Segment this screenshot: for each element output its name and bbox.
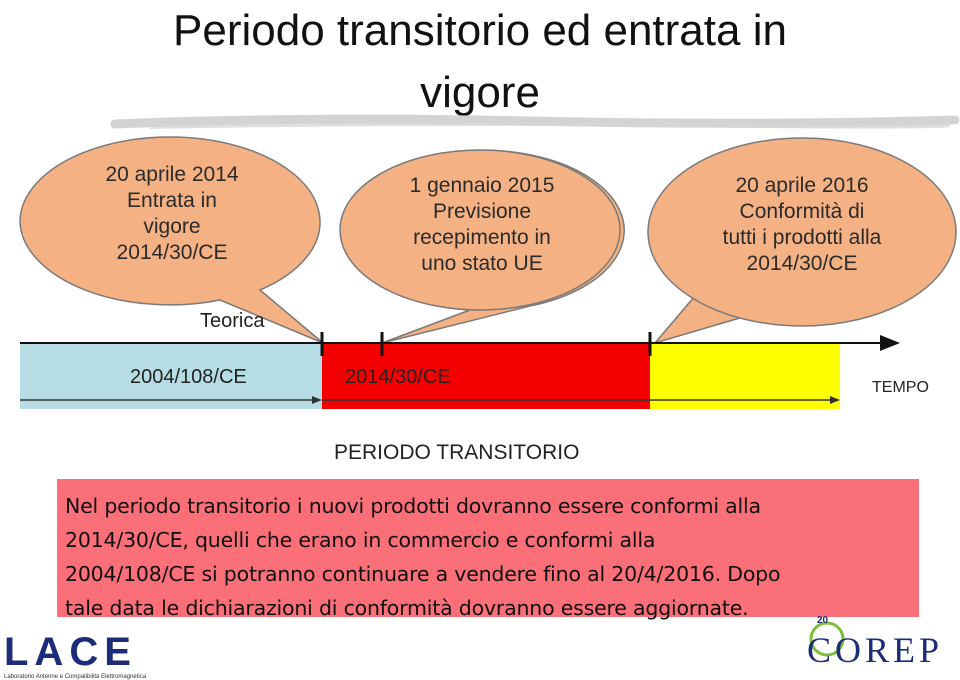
callout-3-line: 20 aprile 2016 bbox=[735, 174, 869, 197]
callout-2-line: Previsione bbox=[432, 200, 532, 223]
info-line: 2004/108/CE si potranno continuare a vendere fino al 20/4/2016. Dopo bbox=[65, 562, 781, 586]
lace-logo bbox=[4, 632, 146, 680]
info-box bbox=[57, 479, 919, 620]
validity-arrowhead-new bbox=[830, 396, 840, 404]
callout-3-line: Conformità di bbox=[739, 200, 865, 223]
axis-label: TEMPO bbox=[872, 379, 929, 396]
lace-logo-subtitle: Laboratorio Antenne e Compatibilità Elettromagnetica bbox=[4, 674, 147, 680]
info-line: Nel periodo transitorio i nuovi prodotti dovranno essere conformi alla bbox=[65, 494, 761, 518]
callout-2-line: 1 gennaio 2015 bbox=[409, 174, 555, 197]
callout-1-line: Entrata in bbox=[127, 189, 217, 212]
lace-logo-word: LACE bbox=[4, 630, 137, 674]
validity-arrowhead-old bbox=[312, 396, 322, 404]
callout-1-text bbox=[62, 162, 282, 266]
callout-3-line: tutti i prodotti alla bbox=[722, 226, 882, 249]
callout-2-line: recepimento in bbox=[413, 226, 551, 249]
callout-1-line: 20 aprile 2014 bbox=[105, 163, 239, 186]
callout-3-text bbox=[682, 173, 922, 277]
callout-1-line: 2014/30/CE bbox=[116, 241, 228, 264]
corep-badge-number: 20 bbox=[817, 615, 829, 626]
transition-period-label: PERIODO TRANSITORIO bbox=[334, 441, 580, 464]
info-line: 2014/30/CE, quelli che erano in commercio e conformi alla bbox=[65, 528, 656, 552]
callout-1-line: vigore bbox=[143, 215, 201, 238]
info-line: tale data le dichiarazioni di conformità dovranno essere aggiornate. bbox=[65, 596, 749, 620]
corep-logo-word: COREP bbox=[807, 630, 944, 670]
callout-3-line: 2014/30/CE bbox=[746, 252, 858, 275]
new-directive-label: 2014/30/CE bbox=[345, 366, 451, 388]
callout-2-line: uno stato UE bbox=[421, 252, 543, 275]
timeline-axis bbox=[0, 320, 960, 430]
callout-2-text bbox=[372, 173, 592, 277]
title-line-2: vigore bbox=[420, 68, 540, 117]
title-line-1: Periodo transitorio ed entrata in bbox=[173, 6, 787, 55]
old-directive-label: 2004/108/CE bbox=[130, 366, 247, 388]
timeline-arrowhead bbox=[880, 335, 900, 351]
teorica-label: Teorica bbox=[200, 310, 265, 332]
